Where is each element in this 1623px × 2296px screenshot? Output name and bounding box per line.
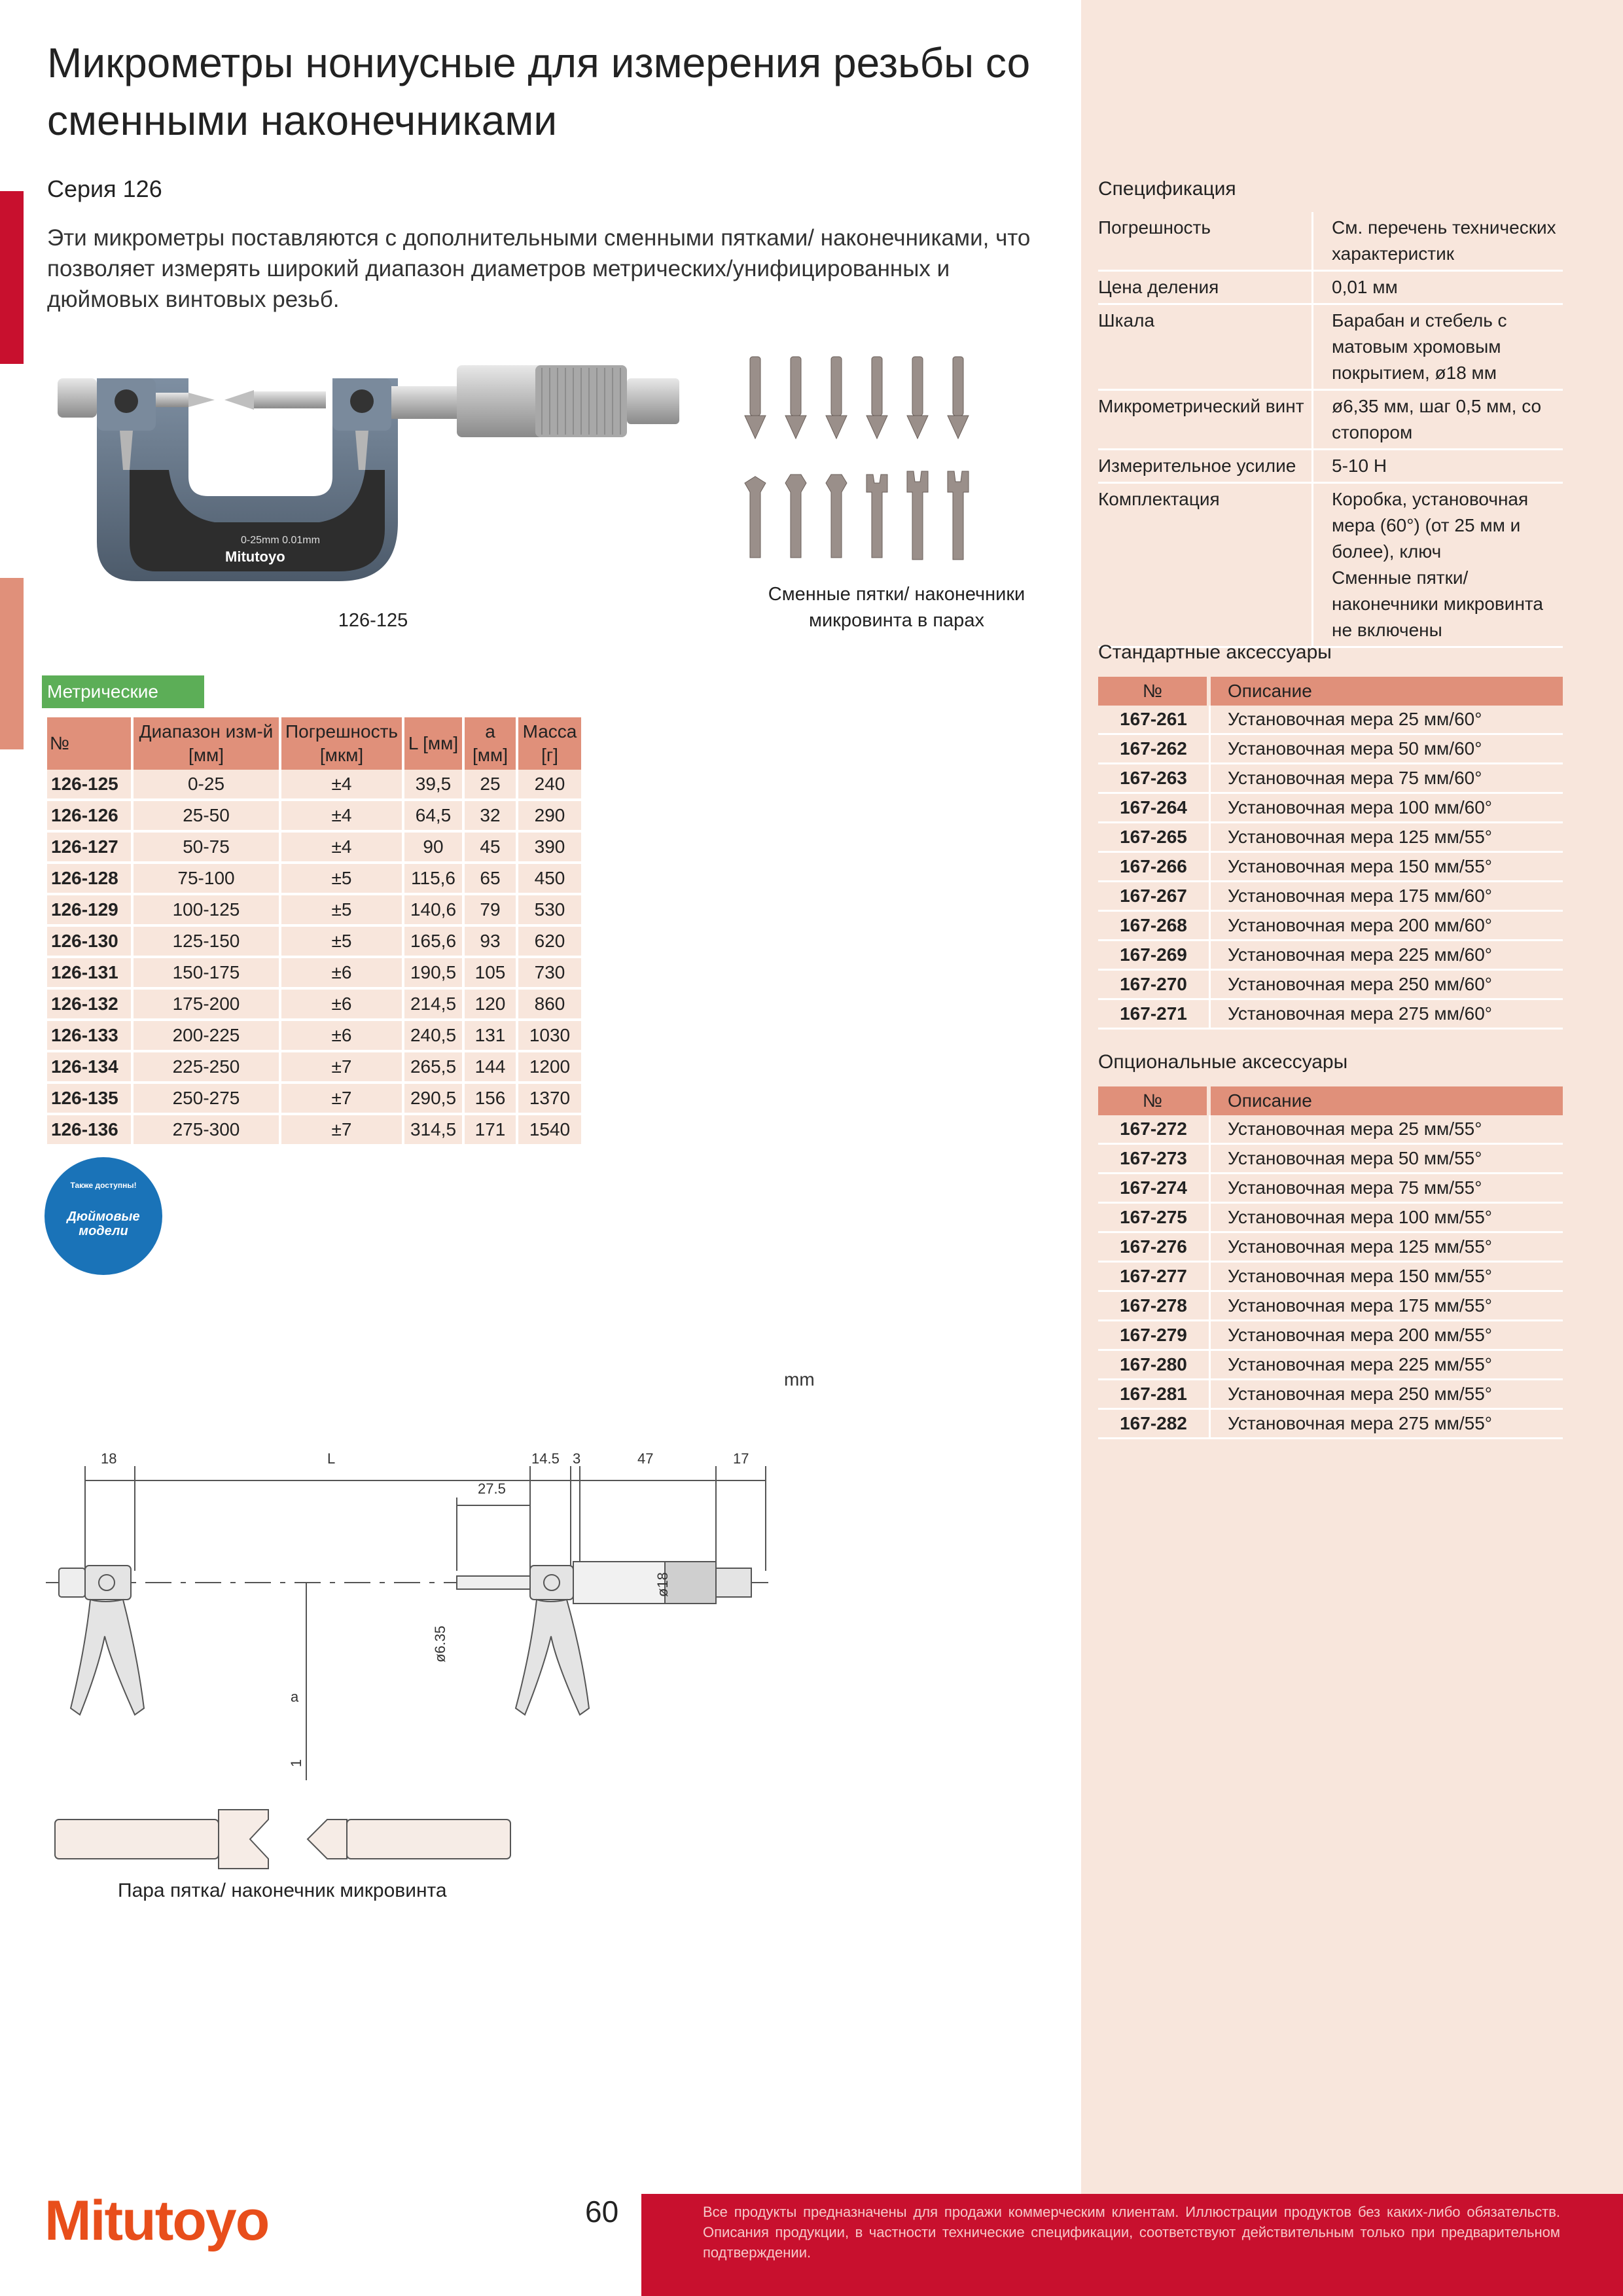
header-cell: Описание bbox=[1211, 1086, 1563, 1115]
list-item bbox=[1098, 1410, 1563, 1439]
list-item bbox=[1098, 971, 1563, 1000]
list-item bbox=[1098, 1233, 1563, 1263]
header-cell: Погрешность [мкм] bbox=[281, 717, 402, 770]
table-cell: 171 bbox=[465, 1115, 516, 1147]
optional-acc-table bbox=[1098, 1086, 1563, 1439]
standard-acc-table bbox=[1098, 677, 1563, 1030]
table-cell: 93 bbox=[465, 927, 516, 958]
table-row bbox=[47, 1084, 581, 1115]
table-cell: 79 bbox=[465, 895, 516, 927]
table-cell: ±5 bbox=[281, 864, 402, 895]
table-cell: ±7 bbox=[281, 1115, 402, 1147]
table-cell: 65 bbox=[465, 864, 516, 895]
header-cell: Масса [г] bbox=[518, 717, 581, 770]
table-cell: 126-129 bbox=[47, 895, 131, 927]
list-item bbox=[1098, 1115, 1563, 1145]
spec-value: 0,01 мм bbox=[1313, 271, 1563, 304]
list-item bbox=[1098, 764, 1563, 794]
list-item bbox=[1098, 882, 1563, 912]
badge-top-text: Также доступны! bbox=[70, 1181, 137, 1190]
part-number: 167-275 bbox=[1098, 1204, 1211, 1233]
table-cell: 1540 bbox=[518, 1115, 581, 1147]
table-cell: 275-300 bbox=[134, 1115, 279, 1147]
table-cell: 126-134 bbox=[47, 1052, 131, 1084]
table-cell: 250-275 bbox=[134, 1084, 279, 1115]
table-cell: 50-75 bbox=[134, 833, 279, 864]
standard-acc-header bbox=[1098, 677, 1563, 706]
list-item bbox=[1098, 1263, 1563, 1292]
table-cell: ±6 bbox=[281, 990, 402, 1021]
part-number: 167-264 bbox=[1098, 794, 1211, 823]
spec-key: Шкала bbox=[1098, 304, 1313, 390]
dim-d635: ø6.35 bbox=[432, 1625, 448, 1662]
table-cell: 140,6 bbox=[404, 895, 462, 927]
spec-value: 5-10 Н bbox=[1313, 450, 1563, 483]
table-cell: ±6 bbox=[281, 1021, 402, 1052]
part-description: Установочная мера 50 мм/55° bbox=[1211, 1145, 1563, 1174]
list-item bbox=[1098, 1292, 1563, 1321]
part-number: 167-276 bbox=[1098, 1233, 1211, 1263]
part-description: Установочная мера 250 мм/60° bbox=[1211, 971, 1563, 1000]
part-number: 167-265 bbox=[1098, 823, 1211, 853]
part-number: 167-274 bbox=[1098, 1174, 1211, 1204]
part-description: Установочная мера 125 мм/55° bbox=[1211, 823, 1563, 853]
table-row bbox=[47, 1115, 581, 1147]
table-cell: 0-25 bbox=[134, 770, 279, 801]
header-cell: Описание bbox=[1211, 677, 1563, 706]
dim-14-5: 14.5 bbox=[531, 1450, 560, 1467]
part-description: Установочная мера 75 мм/60° bbox=[1211, 764, 1563, 794]
table-cell: ±5 bbox=[281, 895, 402, 927]
part-description: Установочная мера 225 мм/60° bbox=[1211, 941, 1563, 971]
table-cell: 126-130 bbox=[47, 927, 131, 958]
table-cell: 126-132 bbox=[47, 990, 131, 1021]
part-description: Установочная мера 200 мм/55° bbox=[1211, 1321, 1563, 1351]
part-description: Установочная мера 25 мм/55° bbox=[1211, 1115, 1563, 1145]
part-number: 167-272 bbox=[1098, 1115, 1211, 1145]
table-row bbox=[47, 864, 581, 895]
dim-d18: ø18 bbox=[654, 1572, 671, 1597]
table-cell: 530 bbox=[518, 895, 581, 927]
header-cell: № bbox=[1098, 677, 1211, 706]
svg-text:Mitutoyo: Mitutoyo bbox=[225, 548, 285, 565]
table-cell: 90 bbox=[404, 833, 462, 864]
page-number: 60 bbox=[585, 2195, 619, 2229]
table-cell: 126-136 bbox=[47, 1115, 131, 1147]
part-number: 167-281 bbox=[1098, 1380, 1211, 1410]
table-cell: 175-200 bbox=[134, 990, 279, 1021]
spec-row bbox=[1098, 390, 1563, 450]
table-cell: 45 bbox=[465, 833, 516, 864]
inch-models-badge bbox=[45, 1157, 162, 1275]
table-cell: ±5 bbox=[281, 927, 402, 958]
part-number: 167-277 bbox=[1098, 1263, 1211, 1292]
list-item bbox=[1098, 823, 1563, 853]
list-item bbox=[1098, 912, 1563, 941]
table-row bbox=[47, 895, 581, 927]
dim-17: 17 bbox=[733, 1450, 749, 1467]
spec-row bbox=[1098, 271, 1563, 304]
part-description: Установочная мера 150 мм/55° bbox=[1211, 853, 1563, 882]
badge-main-text-2: модели bbox=[79, 1224, 128, 1238]
table-row bbox=[47, 927, 581, 958]
accent-bar-salmon bbox=[0, 578, 24, 749]
part-number: 167-280 bbox=[1098, 1351, 1211, 1380]
spec-title: Спецификация bbox=[1098, 178, 1236, 200]
table-cell: 390 bbox=[518, 833, 581, 864]
table-cell: 290 bbox=[518, 801, 581, 833]
table-cell: 100-125 bbox=[134, 895, 279, 927]
spec-row bbox=[1098, 304, 1563, 390]
unit-label: mm bbox=[784, 1369, 815, 1390]
table-cell: 1200 bbox=[518, 1052, 581, 1084]
spec-key: Комплектация bbox=[1098, 483, 1313, 647]
part-number: 167-266 bbox=[1098, 853, 1211, 882]
part-number: 167-279 bbox=[1098, 1321, 1211, 1351]
spec-key: Измерительное усилие bbox=[1098, 450, 1313, 483]
table-cell: 126-131 bbox=[47, 958, 131, 990]
table-cell: 165,6 bbox=[404, 927, 462, 958]
part-description: Установочная мера 100 мм/60° bbox=[1211, 794, 1563, 823]
table-cell: 265,5 bbox=[404, 1052, 462, 1084]
part-description: Установочная мера 150 мм/55° bbox=[1211, 1263, 1563, 1292]
header-cell: Диапазон изм-й [мм] bbox=[134, 717, 279, 770]
table-cell: 450 bbox=[518, 864, 581, 895]
spec-row bbox=[1098, 483, 1563, 647]
badge-main-text: Дюймовые bbox=[67, 1210, 140, 1224]
svg-text:0-25mm 0.01mm: 0-25mm 0.01mm bbox=[241, 535, 320, 546]
table-cell: 125-150 bbox=[134, 927, 279, 958]
optional-acc-title: Опциональные аксессуары bbox=[1098, 1051, 1348, 1073]
table-cell: 126-135 bbox=[47, 1084, 131, 1115]
dim-47: 47 bbox=[637, 1450, 654, 1467]
table-cell: 120 bbox=[465, 990, 516, 1021]
table-cell: 64,5 bbox=[404, 801, 462, 833]
table-cell: 126-128 bbox=[47, 864, 131, 895]
spec-key: Микрометрический винт bbox=[1098, 390, 1313, 450]
table-cell: 156 bbox=[465, 1084, 516, 1115]
spec-row bbox=[1098, 450, 1563, 483]
table-cell: 214,5 bbox=[404, 990, 462, 1021]
spec-value: См. перечень технических характеристик bbox=[1313, 212, 1563, 271]
table-cell: 75-100 bbox=[134, 864, 279, 895]
table-cell: ±6 bbox=[281, 958, 402, 990]
table-cell: 144 bbox=[465, 1052, 516, 1084]
header-cell: L [мм] bbox=[404, 717, 462, 770]
part-description: Установочная мера 100 мм/55° bbox=[1211, 1204, 1563, 1233]
table-cell: 620 bbox=[518, 927, 581, 958]
list-item bbox=[1098, 1174, 1563, 1204]
table-cell: ±4 bbox=[281, 833, 402, 864]
dim-27-5: 27.5 bbox=[478, 1480, 506, 1497]
part-description: Установочная мера 275 мм/60° bbox=[1211, 1000, 1563, 1030]
table-cell: 290,5 bbox=[404, 1084, 462, 1115]
part-number: 167-261 bbox=[1098, 706, 1211, 735]
list-item bbox=[1098, 735, 1563, 764]
part-description: Установочная мера 175 мм/55° bbox=[1211, 1292, 1563, 1321]
table-cell: 126-125 bbox=[47, 770, 131, 801]
table-row bbox=[47, 801, 581, 833]
part-number: 167-269 bbox=[1098, 941, 1211, 971]
table-row bbox=[47, 1052, 581, 1084]
table-cell: 200-225 bbox=[134, 1021, 279, 1052]
part-number: 167-282 bbox=[1098, 1410, 1211, 1439]
dim-18: 18 bbox=[101, 1450, 117, 1467]
list-item bbox=[1098, 706, 1563, 735]
optional-acc-header bbox=[1098, 1086, 1563, 1115]
part-number: 167-263 bbox=[1098, 764, 1211, 794]
part-description: Установочная мера 175 мм/60° bbox=[1211, 882, 1563, 912]
intro-text: Эти микрометры поставляются с дополнительными сменными пятками/ наконечниками, что позволяет измерять широкий диапазон диаметров метрических/унифицированных и дюймовых винтовых резьб. bbox=[47, 225, 1031, 312]
table-cell: 225-250 bbox=[134, 1052, 279, 1084]
tips-photo bbox=[738, 353, 1000, 569]
table-cell: 25-50 bbox=[134, 801, 279, 833]
table-cell: 105 bbox=[465, 958, 516, 990]
table-cell: 131 bbox=[465, 1021, 516, 1052]
table-cell: 240,5 bbox=[404, 1021, 462, 1052]
list-item bbox=[1098, 1145, 1563, 1174]
table-cell: 314,5 bbox=[404, 1115, 462, 1147]
spec-key: Погрешность bbox=[1098, 212, 1313, 271]
metric-badge: Метрические bbox=[42, 675, 204, 708]
page-title: Микрометры нониусные для измерения резьбы со сменными наконечниками bbox=[47, 39, 1031, 144]
part-description: Установочная мера 275 мм/55° bbox=[1211, 1410, 1563, 1439]
part-number: 167-270 bbox=[1098, 971, 1211, 1000]
header-cell: № bbox=[1098, 1086, 1211, 1115]
metric-table bbox=[45, 717, 584, 1147]
table-row bbox=[47, 770, 581, 801]
spec-key: Цена деления bbox=[1098, 271, 1313, 304]
part-description: Установочная мера 25 мм/60° bbox=[1211, 706, 1563, 735]
table-cell: 190,5 bbox=[404, 958, 462, 990]
table-cell: ±7 bbox=[281, 1084, 402, 1115]
footer-disclaimer: Все продукты предназначены для продажи коммерческим клиентам. Иллюстрации продуктов без каких-либо обязательств. Описания продукции, в частности технические спецификации, соответствуют действительным только при предварительном подтверждении. bbox=[641, 2194, 1623, 2296]
list-item bbox=[1098, 1380, 1563, 1410]
standard-acc-title: Стандартные аксессуары bbox=[1098, 641, 1332, 663]
tips-caption: Сменные пятки/ наконечники микровинта в парах bbox=[768, 584, 1026, 631]
spec-table bbox=[1098, 212, 1563, 648]
table-cell: 1370 bbox=[518, 1084, 581, 1115]
list-item bbox=[1098, 941, 1563, 971]
part-number: 167-278 bbox=[1098, 1292, 1211, 1321]
spec-value: Барабан и стебель с матовым хромовым покрытием, ø18 мм bbox=[1313, 304, 1563, 390]
dim-1: 1 bbox=[288, 1759, 304, 1767]
header-cell: № bbox=[47, 717, 131, 770]
series-label: Серия 126 bbox=[47, 175, 162, 202]
dim-3: 3 bbox=[573, 1450, 581, 1467]
list-item bbox=[1098, 1204, 1563, 1233]
header-cell: a [мм] bbox=[465, 717, 516, 770]
part-number: 167-271 bbox=[1098, 1000, 1211, 1030]
part-description: Установочная мера 200 мм/60° bbox=[1211, 912, 1563, 941]
metric-table-header bbox=[47, 717, 581, 770]
dim-L: L bbox=[327, 1450, 336, 1467]
table-cell: 240 bbox=[518, 770, 581, 801]
table-cell: 730 bbox=[518, 958, 581, 990]
table-cell: ±4 bbox=[281, 801, 402, 833]
list-item bbox=[1098, 1351, 1563, 1380]
technical-drawing bbox=[39, 1440, 798, 1875]
table-cell: 39,5 bbox=[404, 770, 462, 801]
part-description: Установочная мера 50 мм/60° bbox=[1211, 735, 1563, 764]
list-item bbox=[1098, 853, 1563, 882]
part-number: 167-262 bbox=[1098, 735, 1211, 764]
dim-a: a bbox=[291, 1689, 299, 1705]
part-number: 167-267 bbox=[1098, 882, 1211, 912]
table-row bbox=[47, 990, 581, 1021]
table-cell: 126-126 bbox=[47, 801, 131, 833]
tips-pair-caption: Пара пятка/ наконечник микровинта bbox=[118, 1880, 447, 1901]
part-description: Установочная мера 225 мм/55° bbox=[1211, 1351, 1563, 1380]
table-cell: 126-133 bbox=[47, 1021, 131, 1052]
table-cell: ±7 bbox=[281, 1052, 402, 1084]
part-description: Установочная мера 75 мм/55° bbox=[1211, 1174, 1563, 1204]
table-row bbox=[47, 1021, 581, 1052]
part-description: Установочная мера 125 мм/55° bbox=[1211, 1233, 1563, 1263]
table-cell: 32 bbox=[465, 801, 516, 833]
list-item bbox=[1098, 1000, 1563, 1030]
part-description: Установочная мера 250 мм/55° bbox=[1211, 1380, 1563, 1410]
accent-bar-red bbox=[0, 191, 24, 364]
table-row bbox=[47, 833, 581, 864]
spec-value: Коробка, установочная мера (60°) (от 25 мм и более), ключ Сменные пятки/ наконечники микровинта не включены bbox=[1313, 483, 1563, 647]
table-cell: 860 bbox=[518, 990, 581, 1021]
table-cell: 150-175 bbox=[134, 958, 279, 990]
list-item bbox=[1098, 794, 1563, 823]
table-cell: 1030 bbox=[518, 1021, 581, 1052]
micrometer-photo bbox=[58, 359, 699, 601]
table-cell: 25 bbox=[465, 770, 516, 801]
table-cell: ±4 bbox=[281, 770, 402, 801]
spec-row bbox=[1098, 212, 1563, 271]
part-number: 167-273 bbox=[1098, 1145, 1211, 1174]
brand-logo: Mitutoyo bbox=[45, 2189, 269, 2252]
table-cell: 126-127 bbox=[47, 833, 131, 864]
part-number: 167-268 bbox=[1098, 912, 1211, 941]
micrometer-caption: 126-125 bbox=[338, 610, 408, 631]
table-row bbox=[47, 958, 581, 990]
spec-value: ø6,35 мм, шаг 0,5 мм, со стопором bbox=[1313, 390, 1563, 450]
list-item bbox=[1098, 1321, 1563, 1351]
table-cell: 115,6 bbox=[404, 864, 462, 895]
